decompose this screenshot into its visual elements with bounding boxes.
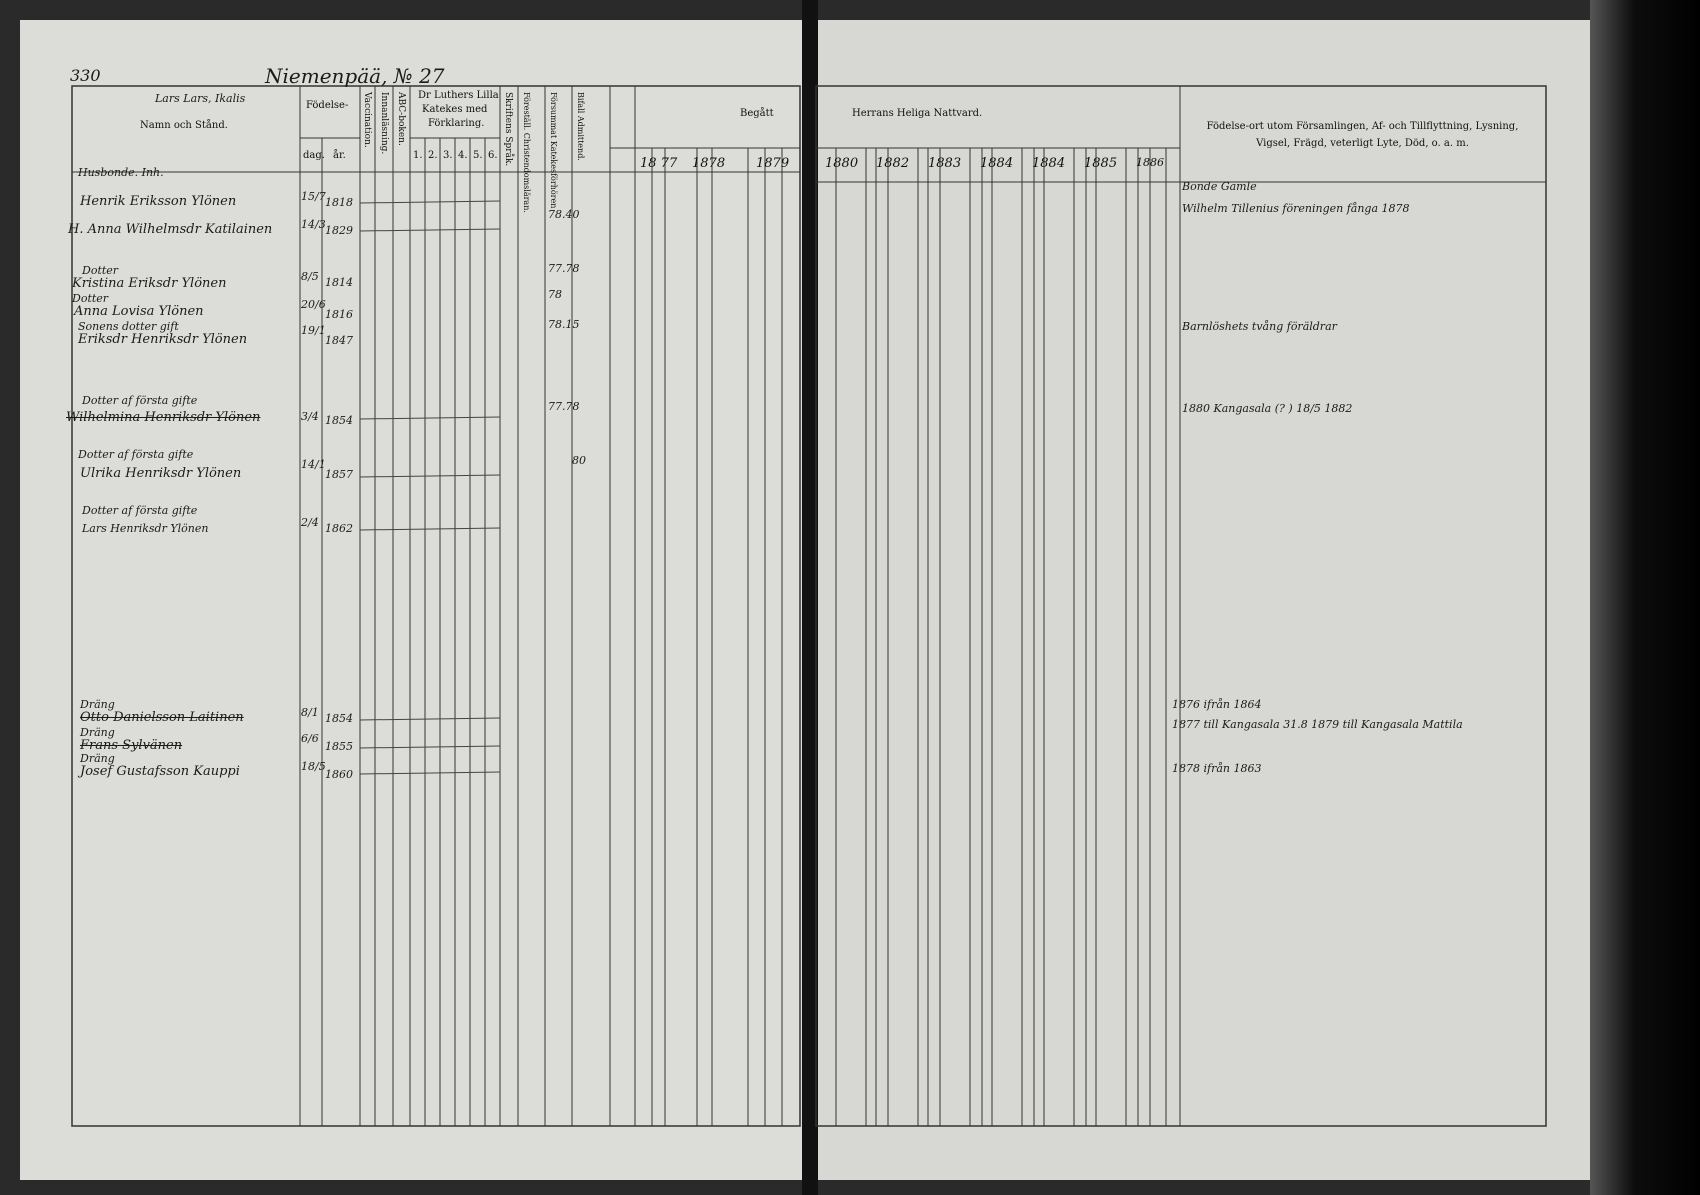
header-luther-col-4: 4.	[458, 150, 468, 161]
year-header-3: 1879	[756, 156, 790, 171]
header-abc: ABC-boken.	[396, 92, 406, 146]
place-heading: Niemenpää, № 27	[265, 64, 445, 88]
entry-ar: 1857	[325, 468, 353, 481]
entry-name: Kristina Eriksdr Ylönen	[72, 276, 227, 291]
header-dag: dag.	[303, 150, 325, 161]
entry-ar: 1854	[325, 414, 353, 427]
entry-remark: 1877 till Kangasala 31.8 1879 till Kangasala Mattila	[1172, 718, 1463, 731]
entry-remark: Wilhelm Tillenius föreningen fånga 1878	[1182, 202, 1410, 215]
entry-dag: 3/4	[301, 410, 319, 423]
entry-name: H. Anna Wilhelmsdr Katilainen	[68, 222, 273, 237]
entry-forsamt: 78	[548, 288, 562, 301]
entry-remark: 1880 Kangasala (? ) 18/5 1882	[1182, 402, 1353, 415]
entry-forsamt: 80	[572, 454, 586, 467]
entry-dag: 8/1	[301, 706, 319, 719]
entry-dag: 6/6	[301, 732, 319, 745]
header-nattvard: Herrans Heliga Nattvard.	[852, 108, 983, 119]
entry-name: Eriksdr Henriksdr Ylönen	[78, 332, 248, 347]
entry-forsamt: 77.78	[548, 262, 580, 275]
household-note: Lars Lars, Ikalis	[155, 92, 246, 105]
entry-dag: 8/5	[301, 270, 319, 283]
header-luther-3: Förklaring.	[428, 118, 485, 129]
year-header-4: 1880	[825, 156, 859, 171]
entry-name: Ulrika Henriksdr Ylönen	[80, 466, 242, 481]
entry-note: Husbonde. Inh.	[78, 166, 164, 179]
entry-name: Lars Henriksdr Ylönen	[82, 522, 209, 535]
entry-remark: 1876 ifrån 1864	[1172, 698, 1262, 711]
header-skriften: Skriftens Språk.	[503, 92, 513, 167]
entry-dag: 19/1	[301, 324, 326, 337]
entry-dag: 14/1	[301, 458, 326, 471]
header-forsamt: Försummat Katekesförhören	[549, 92, 558, 209]
header-luther-col-6: 6.	[488, 150, 498, 161]
header-ar: år.	[333, 150, 346, 161]
header-luther-2: Katekes med	[422, 104, 488, 115]
entry-remark: 1878 ifrån 1863	[1172, 762, 1262, 775]
entry-remark: Barnlöshets tvång föräldrar	[1182, 320, 1337, 333]
entry-name: Josef Gustafsson Kauppi	[80, 764, 240, 779]
entry-ar: 1854	[325, 712, 353, 725]
header-luther-col-1: 1.	[413, 150, 423, 161]
entry-forsamt: 77.78	[548, 400, 580, 413]
year-header-7: 1884	[980, 156, 1014, 171]
header-fodelse: Födelse-	[306, 100, 349, 111]
entry-note: Dotter	[82, 264, 119, 277]
page-number: 330	[70, 66, 101, 85]
entry-name: Wilhelmina Henriksdr Ylönen	[66, 410, 261, 425]
header-innanlasning: Innanläsning.	[379, 92, 389, 155]
entry-ar: 1847	[325, 334, 353, 347]
year-header-1: 18 77	[640, 156, 678, 171]
entry-note: Sonens dotter gift	[78, 320, 179, 333]
entry-remark: Bonde Gamle	[1182, 180, 1257, 193]
entry-dag: 15/7	[301, 190, 326, 203]
entry-note: Dotter af första gifte	[78, 448, 194, 461]
entry-note: Dräng	[80, 698, 115, 711]
entry-ar: 1829	[325, 224, 353, 237]
entry-note: Dotter af första gifte	[82, 504, 198, 517]
entry-forsamt: 78.15	[548, 318, 580, 331]
header-vaccination: Vaccination.	[362, 92, 372, 148]
header-luther-col-3: 3.	[443, 150, 453, 161]
entry-name: Henrik Eriksson Ylönen	[80, 194, 237, 209]
year-header-9: 1885	[1084, 156, 1118, 171]
header-name: Namn och Stånd.	[140, 120, 228, 131]
year-header-10: 1886	[1136, 156, 1164, 169]
header-forestall: Föreställ. Christendomsläran.	[522, 92, 531, 213]
entry-ar: 1862	[325, 522, 353, 535]
entry-note: Dräng	[80, 752, 115, 765]
entry-ar: 1818	[325, 196, 353, 209]
entry-dag: 18/5	[301, 760, 326, 773]
header-begatt: Begått	[740, 108, 774, 119]
entry-name: Anna Lovisa Ylönen	[74, 304, 204, 319]
entry-note: Dräng	[80, 726, 115, 739]
entry-forsamt: 78.40	[548, 208, 580, 221]
year-header-5: 1882	[876, 156, 910, 171]
header-bifall: Bifall Admittend.	[576, 92, 585, 161]
header-luther-1: Dr Luthers Lilla	[418, 90, 499, 101]
entry-ar: 1860	[325, 768, 353, 781]
entry-ar: 1816	[325, 308, 353, 321]
year-header-6: 1883	[928, 156, 962, 171]
entry-ar: 1814	[325, 276, 353, 289]
entry-note: Dotter af första gifte	[82, 394, 198, 407]
header-luther-col-5: 5.	[473, 150, 483, 161]
entry-dag: 20/6	[301, 298, 326, 311]
entry-dag: 2/4	[301, 516, 319, 529]
year-header-8: 1884	[1032, 156, 1066, 171]
entry-note: Dotter	[72, 292, 109, 305]
year-header-2: 1878	[692, 156, 726, 171]
entry-dag: 14/3	[301, 218, 326, 231]
entry-ar: 1855	[325, 740, 353, 753]
entry-name: Frans Sylvänen	[80, 738, 183, 753]
header-luther-col-2: 2.	[428, 150, 438, 161]
entry-name: Otto Danielsson Laitinen	[80, 710, 244, 725]
header-remarks: Födelse-ort utom Församlingen, Af- och Tillflyttning, Lysning, Vigsel, Frägd, veterligt Lyte, Död, o. a. m.	[1206, 121, 1519, 149]
